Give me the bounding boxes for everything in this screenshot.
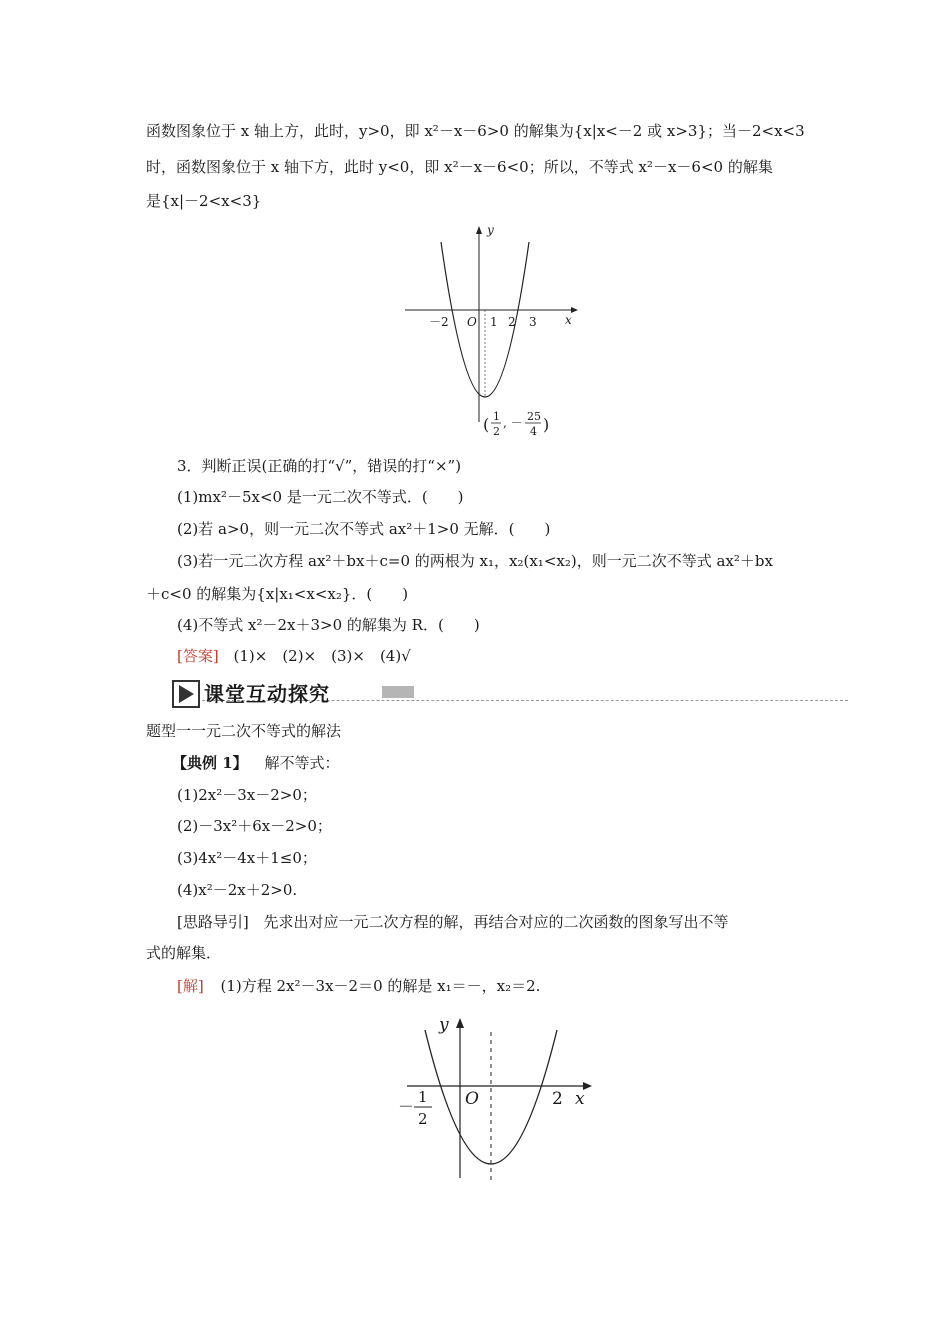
tick-label-3: 3 bbox=[529, 315, 537, 329]
y-axis-arrow bbox=[476, 226, 482, 234]
origin-label: O bbox=[467, 315, 477, 329]
intro-line-2: 时，函数图象位于 x 轴下方，此时 y<0，即 x²－x－6<0；所以，不等式 x²－x－6<0 的解集 bbox=[146, 158, 773, 176]
exercise-item-2: (2)若 a>0，则一元二次不等式 ax²＋1>0 无解．( ) bbox=[177, 520, 551, 538]
parabola-graph-1 bbox=[395, 222, 585, 442]
svg-text:2: 2 bbox=[493, 425, 500, 438]
y-axis-label: y bbox=[439, 1015, 449, 1035]
example-tag: 【典例 1】 bbox=[172, 754, 248, 772]
exercise-item-4: (4)不等式 x²－2x＋3>0 的解集为 R．( ) bbox=[177, 616, 480, 634]
y-axis-label: y bbox=[487, 223, 494, 237]
parabola-graph-2 bbox=[395, 1010, 605, 1190]
topic-heading: 题型一一元二次不等式的解法 bbox=[146, 722, 342, 740]
x-axis-label: x bbox=[575, 1089, 585, 1109]
vertex-label bbox=[483, 410, 549, 438]
svg-text:1: 1 bbox=[418, 1088, 428, 1106]
exercise-item-3-cont: ＋c<0 的解集为{x|x₁<x<x₂}．( ) bbox=[146, 585, 409, 603]
svg-text:2: 2 bbox=[418, 1110, 428, 1128]
hint-line-2: 式的解集． bbox=[146, 944, 222, 962]
intro-line-1: 函数图象位于 x 轴上方，此时，y>0，即 x²－x－6>0 的解集为{x|x<－2 或 x>3}；当－2<x<3 bbox=[146, 122, 805, 140]
answer-line bbox=[177, 646, 411, 666]
svg-text:1: 1 bbox=[493, 410, 500, 423]
answer-text: (1)× (2)× (3)× (4)√ bbox=[233, 647, 411, 665]
play-arrow-icon bbox=[172, 680, 200, 708]
answer-tag: [答案] bbox=[177, 647, 219, 665]
svg-text:): ) bbox=[543, 415, 550, 434]
example-item-3: (3)4x²－4x＋1≤0； bbox=[177, 849, 317, 867]
section-banner bbox=[172, 676, 848, 710]
example-item-1: (1)2x²－3x－2>0； bbox=[177, 786, 317, 804]
hint-line-1 bbox=[177, 912, 729, 932]
hint-text-1: 先求出对应一元二次方程的解，再结合对应的二次函数的图象写出不等 bbox=[263, 913, 729, 931]
exercise-item-3: (3)若一元二次方程 ax²＋bx＋c=0 的两根为 x₁，x₂(x₁<x₂)，则一元二次不等式 ax²＋bx bbox=[177, 552, 773, 570]
example-item-2: (2)－3x²＋6x－2>0； bbox=[177, 817, 332, 835]
example-prompt: 解不等式： bbox=[264, 754, 340, 772]
example-heading bbox=[172, 753, 339, 773]
right-root-label: 2 bbox=[552, 1089, 563, 1109]
banner-tail-block bbox=[382, 686, 414, 698]
x-axis-arrow bbox=[571, 307, 578, 313]
banner-title: 课堂互动探究 bbox=[204, 682, 330, 706]
hint-tag: [思路导引] bbox=[177, 913, 249, 931]
intro-line-3: 是{x|－2<x<3} bbox=[146, 192, 262, 210]
solution-tag: [解] bbox=[177, 977, 204, 995]
origin-label: O bbox=[465, 1089, 479, 1109]
tick-label-1: 1 bbox=[490, 315, 498, 329]
svg-text:(: ( bbox=[483, 415, 490, 434]
exercise-title: 3．判断正误(正确的打“√”，错误的打“×”) bbox=[177, 457, 462, 475]
solution-line bbox=[177, 976, 540, 996]
solution-text: (1)方程 2x²－3x－2＝0 的解是 x₁＝－，x₂＝2. bbox=[220, 977, 541, 995]
tick-label-neg2: －2 bbox=[429, 315, 449, 329]
svg-text:, －: , － bbox=[503, 416, 523, 430]
svg-text:25: 25 bbox=[527, 410, 541, 423]
svg-text:－: － bbox=[398, 1097, 415, 1116]
left-root-label bbox=[398, 1088, 432, 1128]
y-axis-arrow bbox=[456, 1018, 464, 1028]
example-item-4: (4)x²－2x＋2>0. bbox=[177, 881, 298, 899]
x-axis-label: x bbox=[565, 313, 572, 327]
exercise-item-1: (1)mx²－5x<0 是一元二次不等式．( ) bbox=[177, 488, 464, 506]
tick-label-2: 2 bbox=[508, 315, 516, 329]
svg-text:4: 4 bbox=[530, 425, 537, 438]
